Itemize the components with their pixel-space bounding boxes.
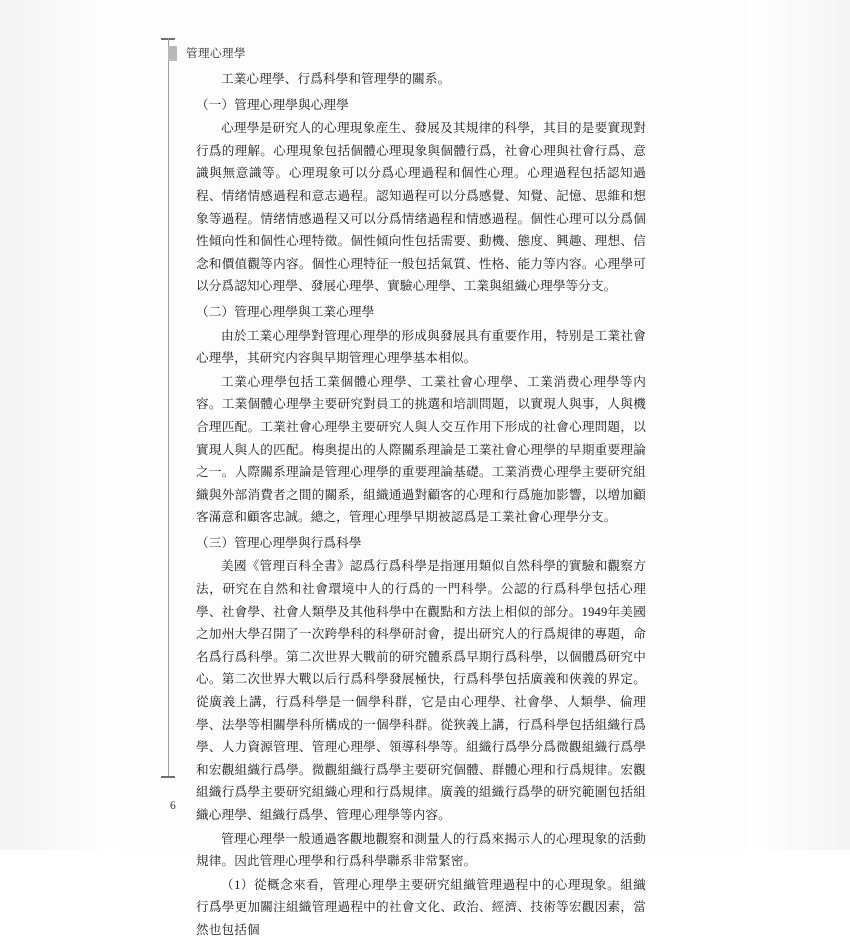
paragraph: 美國《管理百科全書》認爲行爲科學是指運用類似自然科學的實驗和觀察方法，研究在自然和社會環境中人的行爲的一門科學。公認的行爲科學包括心理學、社會學、社會人類學及其他科學中在觀點和方法上相似的部分。1949年美國之加州大學召開了一次跨學科的科學研討會，提出研究人的行爲規律的專題，命名爲行爲科學。第二次世界大戰前的研究體系爲早期行爲科學，以個體爲研究中心。第二次世界大戰以后行爲科學發展極快，行爲科學包括廣義和俠義的界定。從廣義上講，行爲科學是一個學科群，它是由心理學、社會學、人類學、倫理學、法學等相關學科所構成的一個學科群。從狹義上講，行爲科學包括組織行爲學、人力資源管理、管理心理學、領導科學等。組織行爲學分爲微觀組織行爲學和宏觀組織行爲學。微觀組織行爲學主要研究個體、群體心理和行爲規律。宏觀組織行爲學主要研究組織心理和行爲規律。廣義的組織行爲學的研究範圍包括組織心理學、組織行爲學、管理心理學等内容。: [196, 559, 646, 822]
chapter-mark-icon: [168, 46, 177, 61]
page-number: 6: [170, 800, 176, 812]
section-heading: （一）管理心理學與心理學: [196, 97, 349, 112]
section-heading: （二）管理心理學與工業心理學: [196, 304, 375, 319]
margin-vertical-rule: [168, 38, 169, 778]
paragraph: 管理心理學一般通過客觀地觀察和測量人的行爲來揭示人的心理現象的活動規律。因此管理心理學和行爲科學聯系非常緊密。: [196, 831, 646, 869]
page-edge-shading-left: [0, 0, 120, 850]
paragraph: 工業心理學包括工業個體心理學、工業社會心理學、工業消费心理學等内容。工業個體心理學主要研究對員工的挑選和培訓問題，以實現人與事，人與機合理匹配。工業社會心理學主要研究人與人交互作用下形成的社會心理問題，以實現人與人的匹配。梅奥提出的人際關系理論是工業社會心理學的早期重要理論之一。人際關系理論是管理心理學的重要理論基礎。工業消费心理學主要研究組織與外部消費者之間的關系，組織通過對顧客的心理和行爲施加影響，以增加顧客滿意和顧客忠誠。總之，管理心理學早期被認爲是工業社會心理學分支。: [196, 374, 646, 525]
paragraph: 心理學是研究人的心理現象産生、發展及其規律的科學，其目的是要實现對行爲的理解。心理現象包括個體心理現象與個體行爲，社會心理與社會行爲、意識與無意識等。心理現象可以分爲心理過程和個性心理。心理過程包括認知過程、情绪情感過程和意志過程。認知過程可以分爲感覺、知覺、記憶、思維和想象等過程。情绪情感過程又可以分爲情绪過程和情感過程。個性心理可以分爲個性傾向性和個性心理特徵。個性傾向性包括需要、動機、態度、興趣、理想、信念和價值觀等内容。個性心理特征一般包括氣質、性格、能力等内容。心理學可以分爲認知心理學、發展心理學、實驗心理學、工業與組織心理學等分支。: [196, 121, 646, 294]
running-head: [168, 44, 246, 62]
paragraph: 工業心理學、行爲科學和管理學的關系。: [221, 72, 451, 86]
paragraph: 由於工業心理學對管理心理學的形成與發展具有重要作用，特别是工業社會心理學，其研究内容與早期管理心理學基本相似。: [196, 328, 646, 366]
paragraph: （1）從概念來看，管理心理學主要研究組織管理過程中的心理現象。組織行爲學更加關注組織管理過程中的社會文化、政治、經濟、技術等宏觀因素，當然也包括個: [196, 877, 646, 937]
running-head-title: 管理心理學: [186, 48, 246, 60]
body-text-column: [196, 68, 646, 943]
section-heading: （三）管理心理學與行爲科學: [196, 535, 362, 550]
page-edge-shading-right: [750, 0, 850, 850]
margin-rule-bottom-cap: [161, 776, 175, 778]
